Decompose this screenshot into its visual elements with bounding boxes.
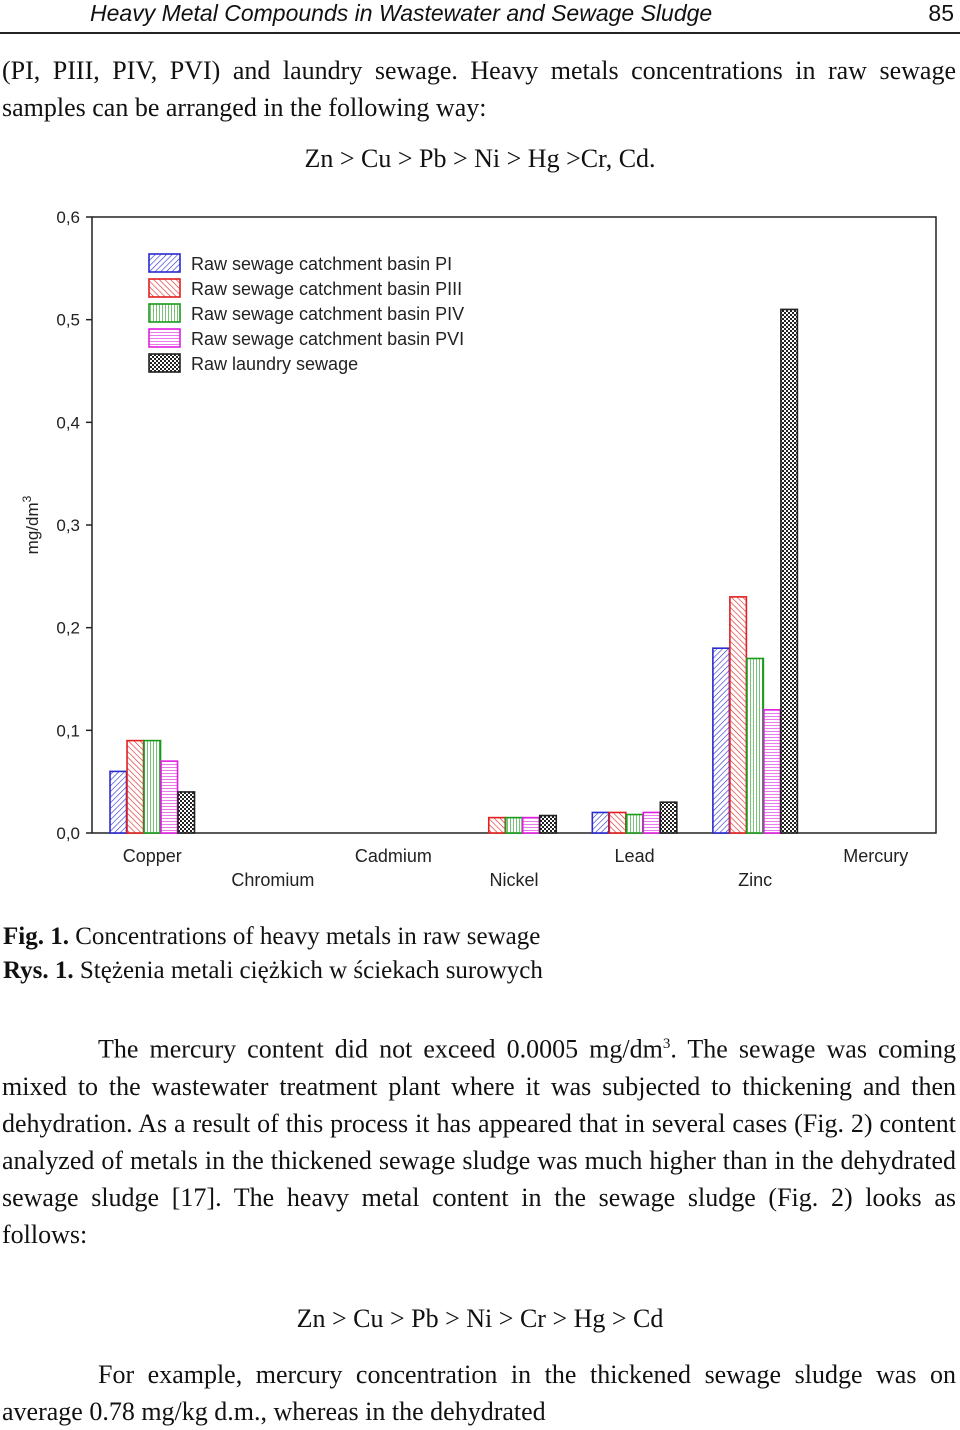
- figure-label-pl: Rys. 1.: [3, 957, 74, 984]
- sludge-metal-series: Zn > Cu > Pb > Ni > Cr > Hg > Cd: [296, 1304, 664, 1333]
- bar: [110, 771, 127, 833]
- bar: [660, 802, 677, 833]
- bar: [540, 816, 557, 833]
- bar: [609, 812, 626, 833]
- figure-caption-en: [3, 923, 540, 951]
- y-tick-label: 0,0: [56, 824, 80, 843]
- running-header: [0, 0, 960, 34]
- y-tick-label: 0,1: [56, 721, 80, 741]
- legend-entry: Raw sewage catchment basin PIII: [191, 279, 463, 299]
- y-axis-label: $mg/dm^3$: [20, 495, 42, 555]
- legend-entry: Raw laundry sewage: [191, 354, 359, 374]
- x-category-label: Zinc: [738, 870, 773, 890]
- legend-entry: Raw sewage catchment basin PIV: [191, 304, 465, 324]
- body-paragraph-2: For example, mercury concentration in the thickened sewage sludge was on average 0.78 mg/kg d.m., whereas in the dehydrated: [2, 1360, 956, 1426]
- body-p1-rest: . The sewage was coming mixed to the wastewater treatment plant where it was subjected to thickening and then dehydration. As a result of this process it has appeared that in several cases (Fig. 2) content analyzed of metals in the thickened sewage sludge was much higher than in the dehydrated sewage sludge [17]. The heavy metal content in the sewage sludge (Fig. 2) looks as follows:: [2, 1034, 956, 1249]
- legend-swatch: [149, 279, 180, 297]
- bar: [781, 309, 798, 833]
- bar: [127, 741, 143, 833]
- legend-entry: Raw sewage catchment basin PVI: [191, 329, 465, 349]
- intro-paragraph: (PI, PIII, PIV, PVI) and laundry sewage. Heavy metals concentrations in raw sewage samples can be arranged in the following way:: [2, 56, 956, 122]
- bar: [489, 818, 506, 833]
- x-category-label: Lead: [614, 846, 655, 866]
- body-p1-superscript: 3: [662, 1036, 671, 1052]
- body-paragraph-1: [2, 1026, 956, 1253]
- y-tick-label: 0,3: [56, 516, 80, 535]
- figure-label-en: Fig. 1.: [3, 923, 69, 950]
- bar: [747, 658, 764, 833]
- y-tick-label: 0,4: [56, 413, 80, 433]
- bar: [643, 812, 660, 833]
- page-number: 85: [928, 0, 954, 26]
- bar: [523, 818, 540, 833]
- figure-caption-text-en: Concentrations of heavy metals in raw sewage: [75, 923, 541, 950]
- figure-caption-text-pl: Stężenia metali ciężkich w ściekach surowych: [79, 957, 543, 984]
- bar: [178, 792, 195, 833]
- x-category-label: Chromium: [231, 870, 315, 890]
- metal-concentration-chart: [0, 200, 960, 900]
- bar: [713, 648, 730, 833]
- x-category-label: Cadmium: [354, 846, 432, 866]
- y-tick-label: 0,2: [56, 618, 80, 638]
- figure-caption-pl: [3, 957, 543, 985]
- bar: [506, 818, 523, 833]
- legend-swatch: [149, 304, 180, 322]
- x-category-label: Nickel: [489, 870, 539, 890]
- running-title: Heavy Metal Compounds in Wastewater and Sewage Sludge: [90, 0, 713, 26]
- legend-swatch: [149, 354, 180, 372]
- bar: [161, 761, 178, 833]
- bar: [626, 815, 643, 833]
- legend-swatch: [149, 254, 180, 272]
- intro-metal-series: Zn > Cu > Pb > Ni > Hg >Cr, Cd.: [304, 144, 656, 173]
- bar: [592, 812, 609, 833]
- y-tick-label: 0,6: [56, 208, 80, 227]
- x-category-label: Mercury: [843, 846, 909, 866]
- y-tick-label: 0,5: [56, 310, 80, 330]
- bar: [730, 597, 747, 833]
- x-category-label: Copper: [122, 846, 182, 866]
- bar: [764, 710, 781, 833]
- body-p1-start: The mercury content did not exceed 0.0005 mg/dm: [98, 1034, 663, 1064]
- legend-entry: Raw sewage catchment basin PI: [191, 254, 453, 274]
- bar: [144, 741, 161, 833]
- legend-swatch: [149, 329, 180, 347]
